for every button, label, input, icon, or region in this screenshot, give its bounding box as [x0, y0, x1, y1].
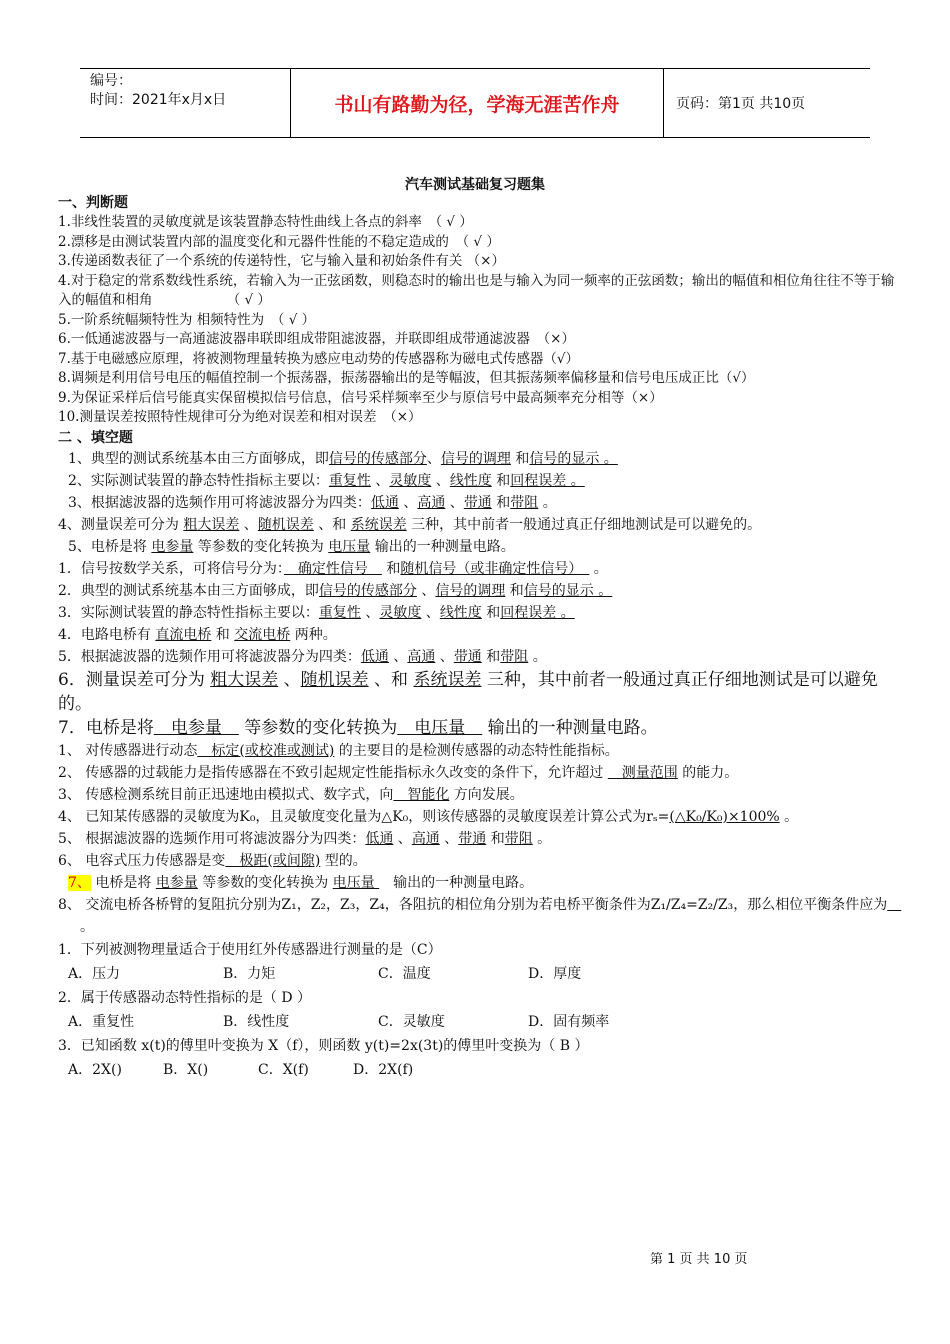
fill-text: 型的。 [320, 852, 367, 869]
fill-text: 、和 [313, 516, 351, 533]
fill-text: 、 [426, 450, 441, 467]
fill-answer: 带通 [453, 648, 482, 665]
fill-answer: 随机误差 [257, 516, 314, 533]
fill-text: 三种，其中前者一般通过真正仔细地测试是可以避免的。 [406, 516, 762, 533]
judgement-item: 2.漂移是由测试装置内部的温度变化和元器件性能的不稳定造成的 （ √ ） [58, 233, 500, 250]
fill-text: 4、测量误差可分为 [58, 516, 184, 533]
judgement-list [58, 213, 896, 428]
fill-text: 6．测量误差可分为 [58, 669, 211, 690]
choice-option: D．厚度 [528, 965, 582, 982]
fill-text: 5、 根据滤波器的选频作用可将滤波器分为四类： [58, 830, 366, 847]
fill-text: 5．根据滤波器的选频作用可将滤波器分为四类： [58, 648, 361, 665]
judgement-item: 4.对于稳定的常系数线性系统，若输入为一正弦函数，则稳态时的输出也是与输入为同一频率的正弦函数；输出的幅值和相位角往往不等于输入的幅值和相角 （ √ ） [58, 272, 895, 308]
fill-item [58, 894, 896, 938]
fill-answer: 高通 [407, 648, 436, 665]
fill-answer: 高通 [417, 494, 446, 511]
fill-text: 6、 电容式压力传感器是变 [58, 852, 226, 869]
fill-answer: 带阻 [510, 494, 539, 511]
fill-item [58, 850, 896, 872]
fill-item [58, 536, 896, 558]
fill-item [58, 624, 896, 646]
fill-text: 和 [491, 472, 511, 489]
fill-text: 1、典型的测试系统基本由三方面够成，即 [68, 450, 329, 467]
fill-text: 2、 传感器的过载能力是指传感器在不致引起规定性能指标永久改变的条件下，允许超过 [58, 764, 608, 781]
choice-options [58, 1058, 896, 1082]
highlighted-number: 7、 [68, 874, 91, 891]
fill-text: 方向发展。 [449, 786, 524, 803]
fill-text: 和 [481, 648, 501, 665]
fill-answer: 低通 [360, 648, 389, 665]
judgement-item: 3.传递函数表征了一个系统的传递特性，它与输入量和初始条件有关 （×） [58, 253, 505, 269]
fill-text: 和 [510, 450, 530, 467]
page-header [80, 68, 870, 138]
fill-text: 的主要目的是检测传感器的动态特性能指标。 [334, 742, 619, 759]
fill-item [58, 492, 896, 514]
fill-item [58, 806, 896, 828]
fill-answer: 低通 [370, 494, 399, 511]
fill-answer: 带阻 [500, 648, 529, 665]
judgement-item: 5.一阶系统幅频特性为 相频特性为 （ √ ） [58, 311, 316, 328]
fill-text: 、和 [368, 669, 414, 690]
fill-item [58, 558, 896, 580]
fill-answer: 灵敏度 [389, 472, 432, 489]
fill-answer: 信号的显示 。 [529, 450, 618, 467]
fill-answer: 电参量 [151, 538, 194, 555]
fill-text: 、 [278, 669, 301, 690]
fill-text: 、 [421, 604, 440, 621]
choice-question: 3．已知函数 x(t)的傅里叶变换为 X（f），则函数 y(t)=2x(3t)的傅里叶变换为（ B ） [58, 1037, 589, 1054]
fill-text: 输出的一种测量电路。 [482, 717, 658, 738]
fill-text: 1、 对传感器进行动态 [58, 742, 198, 759]
fill-answer: 随机信号（或非确定性信号） [400, 560, 590, 577]
fill-answer: 极距(或间隙) [225, 852, 321, 869]
fill-answer: 粗大误差 [183, 516, 240, 533]
fill-text: 电桥是将 [90, 874, 156, 891]
fill-item [58, 448, 896, 470]
fill-text: 输出的一种测量电路。 [370, 538, 515, 555]
fill-answer: 系统误差 [350, 516, 407, 533]
fill-answer: 带通 [463, 494, 492, 511]
document-title: 汽车测试基础复习题集 [405, 177, 545, 193]
fill-answer: 测量范围 [607, 764, 678, 781]
fill-answer: 智能化 [393, 786, 450, 803]
fill-text: 和 [486, 830, 505, 847]
fill-text: 、 [439, 830, 459, 847]
judgement-item: 7.基于电磁感应原理，将被测物理量转换为感应电动势的传感器称为磁电式传感器（√） [58, 350, 579, 367]
fill-item [58, 646, 896, 668]
fill-item [58, 470, 896, 492]
fill-text: 2．典型的测试系统基本由三方面够成，即 [58, 582, 319, 599]
fill-answer: 确定性信号 [283, 560, 382, 577]
section-heading-judgement: 一、判断题 [58, 195, 128, 211]
fill-text: 等参数的变化转换为 [197, 874, 333, 891]
fill-list [58, 448, 896, 938]
fill-answer: 回程误差 。 [500, 604, 575, 621]
fill-text: 。 [80, 918, 94, 935]
fill-item [58, 716, 896, 740]
fill-text: 和 [211, 626, 235, 643]
fill-answer: 信号的调理 [440, 450, 511, 467]
number-label: 编号： [90, 73, 132, 89]
fill-text: 和 [481, 604, 501, 621]
fill-item [58, 762, 896, 784]
fill-answer: 标定(或校准或测试) [197, 742, 335, 759]
fill-answer: 随机误差 [300, 669, 369, 690]
choice-option: A．重复性 [68, 1013, 135, 1030]
fill-answer: 高通 [411, 830, 440, 847]
fill-answer: 电压量 [328, 538, 371, 555]
choice-option: B．线性度 [223, 1013, 290, 1030]
fill-answer: 电压量 [332, 874, 380, 891]
fill-answer: 电参量 [153, 717, 239, 738]
fill-answer: 带通 [458, 830, 487, 847]
fill-answer: (△K₀/K₀)×100% [669, 808, 780, 825]
fill-answer: 系统误差 [413, 669, 482, 690]
fill-answer: 直流电桥 [155, 626, 212, 643]
fill-answer: 低通 [365, 830, 394, 847]
header-meta [80, 69, 290, 137]
fill-text: 3．实际测试装置的静态特性指标主要以： [58, 604, 319, 621]
fill-item [58, 514, 896, 536]
fill-text: 、 [416, 582, 436, 599]
fill-text: 5、电桥是将 [68, 538, 152, 555]
fill-answer: 回程误差 。 [510, 472, 585, 489]
choice-option: D．固有频率 [528, 1013, 610, 1030]
choice-option: A．压力 [68, 965, 121, 982]
fill-answer: 交流电桥 [234, 626, 291, 643]
fill-text: 和 [505, 582, 524, 599]
fill-text: 、 [435, 648, 454, 665]
fill-text: 、 [239, 516, 258, 533]
fill-answer: 电参量 [155, 874, 198, 891]
header-slogan: 书山有路勤为径，学海无涯苦作舟 [290, 69, 664, 137]
fill-text: 、 [431, 472, 450, 489]
fill-answer: 电压量 [397, 717, 483, 738]
fill-text: 3、 传感检测系统目前正迅速地由模拟式、数字式，向 [58, 786, 394, 803]
fill-text: 、 [370, 472, 390, 489]
fill-answer: 粗大误差 [210, 669, 279, 690]
page-footer: 第 1 页 共 10 页 [650, 1252, 748, 1267]
fill-text: 的能力。 [677, 764, 739, 781]
fill-answer: 信号的传感部分 [318, 582, 417, 599]
fill-item [58, 740, 896, 762]
fill-answer: 信号的传感部分 [328, 450, 427, 467]
fill-answer: 线性度 [449, 472, 492, 489]
judgement-item: 10.测量误差按照特性规律可分为绝对误差和相对误差 （×） [58, 409, 422, 425]
choice-option: C．灵敏度 [378, 1013, 445, 1030]
fill-text: 7．电桥是将 [58, 717, 154, 738]
fill-answer: 带阻 [504, 830, 533, 847]
fill-text: 、 [445, 494, 464, 511]
fill-item [58, 784, 896, 806]
fill-text: 两种。 [290, 626, 337, 643]
fill-answer [887, 897, 901, 913]
fill-text: 。 [779, 808, 799, 825]
choice-option: B．X() [163, 1061, 209, 1078]
fill-answer: 线性度 [439, 604, 482, 621]
fill-text: 、 [388, 648, 408, 665]
fill-item [58, 602, 896, 624]
fill-text: 4．电路电桥有 [58, 626, 156, 643]
fill-item [58, 872, 896, 894]
fill-answer: 重复性 [318, 604, 361, 621]
fill-answer: 信号的调理 [435, 582, 506, 599]
choice-option: C．温度 [378, 965, 431, 982]
choice-question: 1．下列被测物理量适合于使用红外传感器进行测量的是（C） [58, 941, 442, 958]
fill-item [58, 668, 896, 716]
choice-option: C．X(f) [258, 1061, 309, 1078]
fill-text: 。 [532, 830, 552, 847]
judgement-item: 9.为保证采样后信号能真实保留模拟信号信息，信号采样频率至少与原信号中最高频率充分相等（×） [58, 389, 663, 406]
fill-text: 2、实际测试装置的静态特性指标主要以： [68, 472, 329, 489]
document-body [58, 193, 896, 1082]
choice-options [58, 1010, 896, 1034]
fill-item [58, 828, 896, 850]
fill-text: 3、根据滤波器的选频作用可将滤波器分为四类： [68, 494, 371, 511]
choice-options [58, 962, 896, 986]
choice-list [58, 938, 896, 1082]
choice-option: B．力矩 [223, 965, 276, 982]
judgement-item: 6.一低通滤波器与一高通滤波器串联即组成带阻滤波器，并联即组成带通滤波器 （×） [58, 331, 575, 347]
fill-answer: 灵敏度 [379, 604, 422, 621]
choice-question: 2．属于传感器动态特性指标的是（ D ） [58, 989, 312, 1006]
fill-item [58, 580, 896, 602]
choice-option: D．2X(f) [353, 1061, 414, 1078]
fill-text: 三种，其中前者一般通过真正仔细地测试是可以避免的。 [58, 669, 878, 714]
fill-text: 、 [360, 604, 380, 621]
fill-text: 、 [398, 494, 418, 511]
section-heading-fill: 二 、填空题 [58, 429, 133, 446]
time-label: 时间：2021年x月x日 [90, 92, 227, 108]
fill-text: 。 [538, 494, 557, 511]
fill-text: 。 [589, 560, 608, 577]
fill-text: 1．信号按数学关系，可将信号分为： [58, 560, 284, 577]
judgement-item: 8.调频是利用信号电压的幅值控制一个振荡器，振荡器输出的是等幅波，但其振荡频率偏移量和信号电压成正比（√） [58, 370, 755, 386]
fill-answer: 重复性 [328, 472, 371, 489]
fill-text: 和 [491, 494, 511, 511]
fill-text: 和 [381, 560, 401, 577]
judgement-item: 1.非线性装置的灵敏度就是该装置静态特性曲线上各点的斜率 （ √ ） [58, 214, 473, 230]
fill-text: 。 [528, 648, 547, 665]
header-page-info: 页码：第1页 共10页 [676, 96, 806, 112]
fill-text: 等参数的变化转换为 [193, 538, 329, 555]
fill-text: 等参数的变化转换为 [238, 717, 398, 738]
choice-option: A．2X() [68, 1061, 122, 1078]
fill-text: 8、 交流电桥各桥臂的复阻抗分别为Z₁，Z₂，Z₃，Z₄，各阻抗的相位角分别为若电桥平衡条件为Z₁/Z₄=Z₂/Z₃，那么相位平衡条件应为 [58, 896, 888, 913]
fill-text: 、 [393, 830, 412, 847]
fill-text: 输出的一种测量电路。 [379, 874, 534, 891]
fill-text: 4、 已知某传感器的灵敏度为K₀，且灵敏度变化量为△K₀，则该传感器的灵敏度误差计算公式为rₛ= [58, 808, 670, 825]
fill-answer: 信号的显示 。 [523, 582, 613, 599]
